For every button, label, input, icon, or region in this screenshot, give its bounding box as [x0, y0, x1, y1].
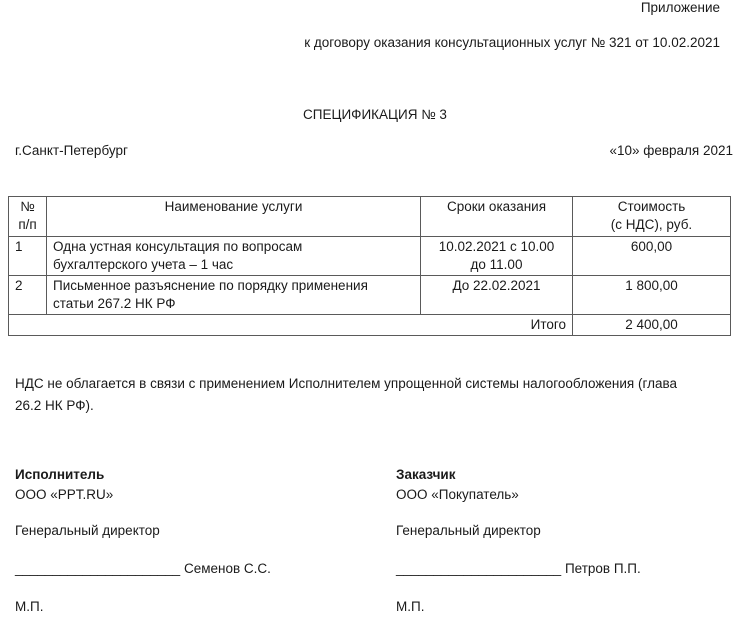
- cell-text: статьи 267.2 НК РФ: [53, 296, 176, 311]
- specification-table: [8, 196, 731, 336]
- vat-note-line: 26.2 НК РФ).: [15, 398, 94, 413]
- executor-stamp: М.П.: [15, 599, 44, 614]
- header-text: №: [20, 199, 35, 214]
- appendix-label: Приложение: [640, 0, 720, 15]
- header-text: Стоимость: [617, 199, 686, 214]
- document-date: «10» февраля 2021: [609, 143, 733, 158]
- cell-text: Письменное разъяснение по порядку применения: [53, 278, 368, 293]
- table-total-row: [9, 315, 731, 336]
- cell-text: До 22.02.2021: [452, 278, 541, 293]
- executor-signature-block: [15, 465, 271, 614]
- executor-name: Семенов С.С.: [183, 561, 271, 576]
- signature-underline: ______________________: [15, 561, 181, 576]
- place: г.Санкт-Петербург: [15, 143, 128, 158]
- column-header-service-name: Наименование услуги: [47, 197, 421, 237]
- customer-stamp: М.П.: [396, 599, 425, 614]
- table-row: [9, 237, 731, 276]
- cell-service-name: [47, 237, 421, 276]
- total-label: Итого: [9, 315, 573, 336]
- cell-term: [421, 276, 573, 315]
- cell-term: [421, 237, 573, 276]
- cell-cost: 600,00: [573, 237, 731, 276]
- column-header-number: [9, 197, 47, 237]
- customer-name: Петров П.П.: [564, 561, 641, 576]
- executor-company: ООО «PPT.RU»: [15, 487, 114, 502]
- contract-reference: к договору оказания консультационных услуг № 321 от 10.02.2021: [304, 35, 720, 50]
- cell-text: бухгалтерского учета – 1 час: [53, 257, 234, 272]
- cell-text: 10.02.2021 с 10.00: [438, 239, 555, 254]
- cell-service-name: [47, 276, 421, 315]
- executor-position: Генеральный директор: [15, 523, 160, 538]
- executor-signature-line: [15, 561, 271, 576]
- executor-role: Исполнитель: [15, 467, 105, 482]
- vat-note-line: НДС не облагается в связи с применением Исполнителем упрощенной системы налогообложения (глава: [15, 376, 678, 391]
- header-text: п/п: [18, 217, 37, 232]
- customer-signature-line: [396, 561, 641, 576]
- cell-text: Одна устная консультация по вопросам: [53, 239, 303, 254]
- header-text: (с НДС), руб.: [610, 217, 693, 232]
- cell-number: 1: [9, 237, 47, 276]
- cell-text: до 11.00: [470, 257, 523, 272]
- column-header-term: Сроки оказания: [421, 197, 573, 237]
- signature-underline: ______________________: [396, 561, 562, 576]
- customer-role: Заказчик: [396, 467, 456, 482]
- column-header-cost: [573, 197, 731, 237]
- customer-company: ООО «Покупатель»: [396, 487, 519, 502]
- cell-number: 2: [9, 276, 47, 315]
- total-value: 2 400,00: [573, 315, 731, 336]
- vat-note: [15, 373, 677, 417]
- document-title: СПЕЦИФИКАЦИЯ № 3: [303, 107, 447, 122]
- table-row: [9, 276, 731, 315]
- customer-position: Генеральный директор: [396, 523, 541, 538]
- table-header-row: [9, 197, 731, 237]
- cell-cost: 1 800,00: [573, 276, 731, 315]
- customer-signature-block: [396, 465, 641, 614]
